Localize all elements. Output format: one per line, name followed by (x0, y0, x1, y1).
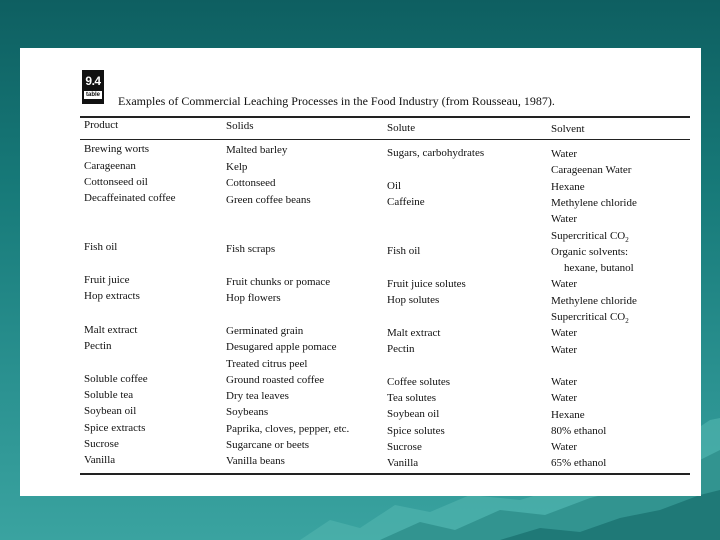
header-solute: Solute (387, 122, 416, 134)
solids-cell: Hop flowers (226, 292, 281, 304)
solvent-cell: Water (551, 278, 577, 290)
solute-cell: Sugars, carbohydrates (387, 147, 485, 159)
header-solvent: Solvent (551, 123, 585, 135)
solvent-cell: Hexane (551, 181, 585, 193)
solids-cell: Malted barley (226, 144, 288, 156)
header-solids: Solids (226, 120, 254, 132)
product-cell: Fish oil (84, 241, 118, 253)
product-cell: Spice extracts (84, 422, 146, 434)
solvent-cell (551, 311, 629, 328)
product-cell: Fruit juice (84, 274, 130, 286)
solute-cell: Hop solutes (387, 294, 440, 306)
solvent-cell (551, 230, 629, 247)
solute-cell: Coffee solutes (387, 376, 451, 388)
co2-subscript: 2 (625, 317, 629, 326)
solvent-cell: Water (551, 376, 577, 388)
product-cell: Malt extract (84, 324, 138, 336)
product-cell: Soybean oil (84, 405, 137, 417)
solvent-cell: Water (551, 148, 577, 160)
top-rule (80, 116, 690, 118)
solvent-cell: Water (551, 441, 577, 453)
solids-cell: Treated citrus peel (226, 358, 308, 370)
product-cell: Cottonseed oil (84, 176, 148, 188)
product-cell: Brewing worts (84, 143, 150, 155)
solids-cell: Fruit chunks or pomace (226, 276, 331, 288)
table-caption: Examples of Commercial Leaching Processes in the Food Industry (from Rousseau, 1987). (118, 94, 555, 108)
solvent-cell: Water (551, 327, 577, 339)
solute-cell: Malt extract (387, 327, 441, 339)
solvent-co2-text: Supercritical CO (551, 230, 626, 242)
product-cell: Soluble coffee (84, 373, 148, 385)
solvent-cell: 65% ethanol (551, 457, 607, 469)
solute-cell: Tea solutes (387, 392, 437, 404)
solids-cell: Ground roasted coffee (226, 374, 325, 386)
solvent-cell: hexane, butanol (564, 262, 634, 274)
table-slide (20, 48, 701, 496)
table-label: table (85, 92, 100, 98)
solids-cell: Paprika, cloves, pepper, etc. (226, 423, 350, 435)
solvent-cell: 80% ethanol (551, 425, 607, 437)
solvent-cell: Water (551, 392, 577, 404)
product-cell: Soluble tea (84, 389, 134, 401)
solute-cell: Spice solutes (387, 425, 445, 437)
table-number-badge (82, 70, 104, 104)
solvent-cell: Water (551, 213, 577, 225)
product-cell: Vanilla (84, 454, 116, 466)
table-number: 9.4 (85, 74, 101, 88)
product-cell: Hop extracts (84, 290, 140, 302)
header-product: Product (84, 119, 119, 131)
solvent-cell: Carageenan Water (551, 164, 632, 176)
solids-cell: Desugared apple pomace (226, 341, 337, 353)
solute-cell: Vanilla (387, 457, 419, 469)
solvent-cell: Water (551, 344, 577, 356)
solids-cell: Fish scraps (226, 243, 276, 255)
solute-cell: Oil (387, 180, 402, 192)
product-cell: Carageenan (84, 160, 136, 172)
solute-cell: Soybean oil (387, 408, 440, 420)
solids-cell: Sugarcane or beets (226, 439, 310, 451)
product-cell: Decaffeinated coffee (84, 192, 176, 204)
solute-cell: Fish oil (387, 245, 421, 257)
bottom-rule (80, 473, 690, 475)
solvent-cell: Methylene chloride (551, 295, 637, 307)
co2-subscript: 2 (625, 236, 629, 245)
product-cell: Sucrose (84, 438, 119, 450)
solute-cell: Sucrose (387, 441, 422, 453)
solids-cell: Germinated grain (226, 325, 304, 337)
solvent-cell: Organic solvents: (551, 246, 629, 258)
solvent-cell: Methylene chloride (551, 197, 637, 209)
product-cell: Pectin (84, 340, 112, 352)
solute-cell: Caffeine (387, 196, 425, 208)
solids-cell: Kelp (226, 161, 248, 173)
solids-cell: Vanilla beans (226, 455, 285, 467)
solids-cell: Dry tea leaves (226, 390, 289, 402)
solids-cell: Green coffee beans (226, 194, 311, 206)
solvent-co2-text: Supercritical CO (551, 311, 626, 323)
solids-cell: Cottonseed (226, 177, 276, 189)
solvent-cell: Hexane (551, 409, 585, 421)
header-rule (80, 139, 690, 140)
solids-cell: Soybeans (226, 406, 269, 418)
solute-cell: Pectin (387, 343, 415, 355)
solute-cell: Fruit juice solutes (387, 278, 466, 290)
